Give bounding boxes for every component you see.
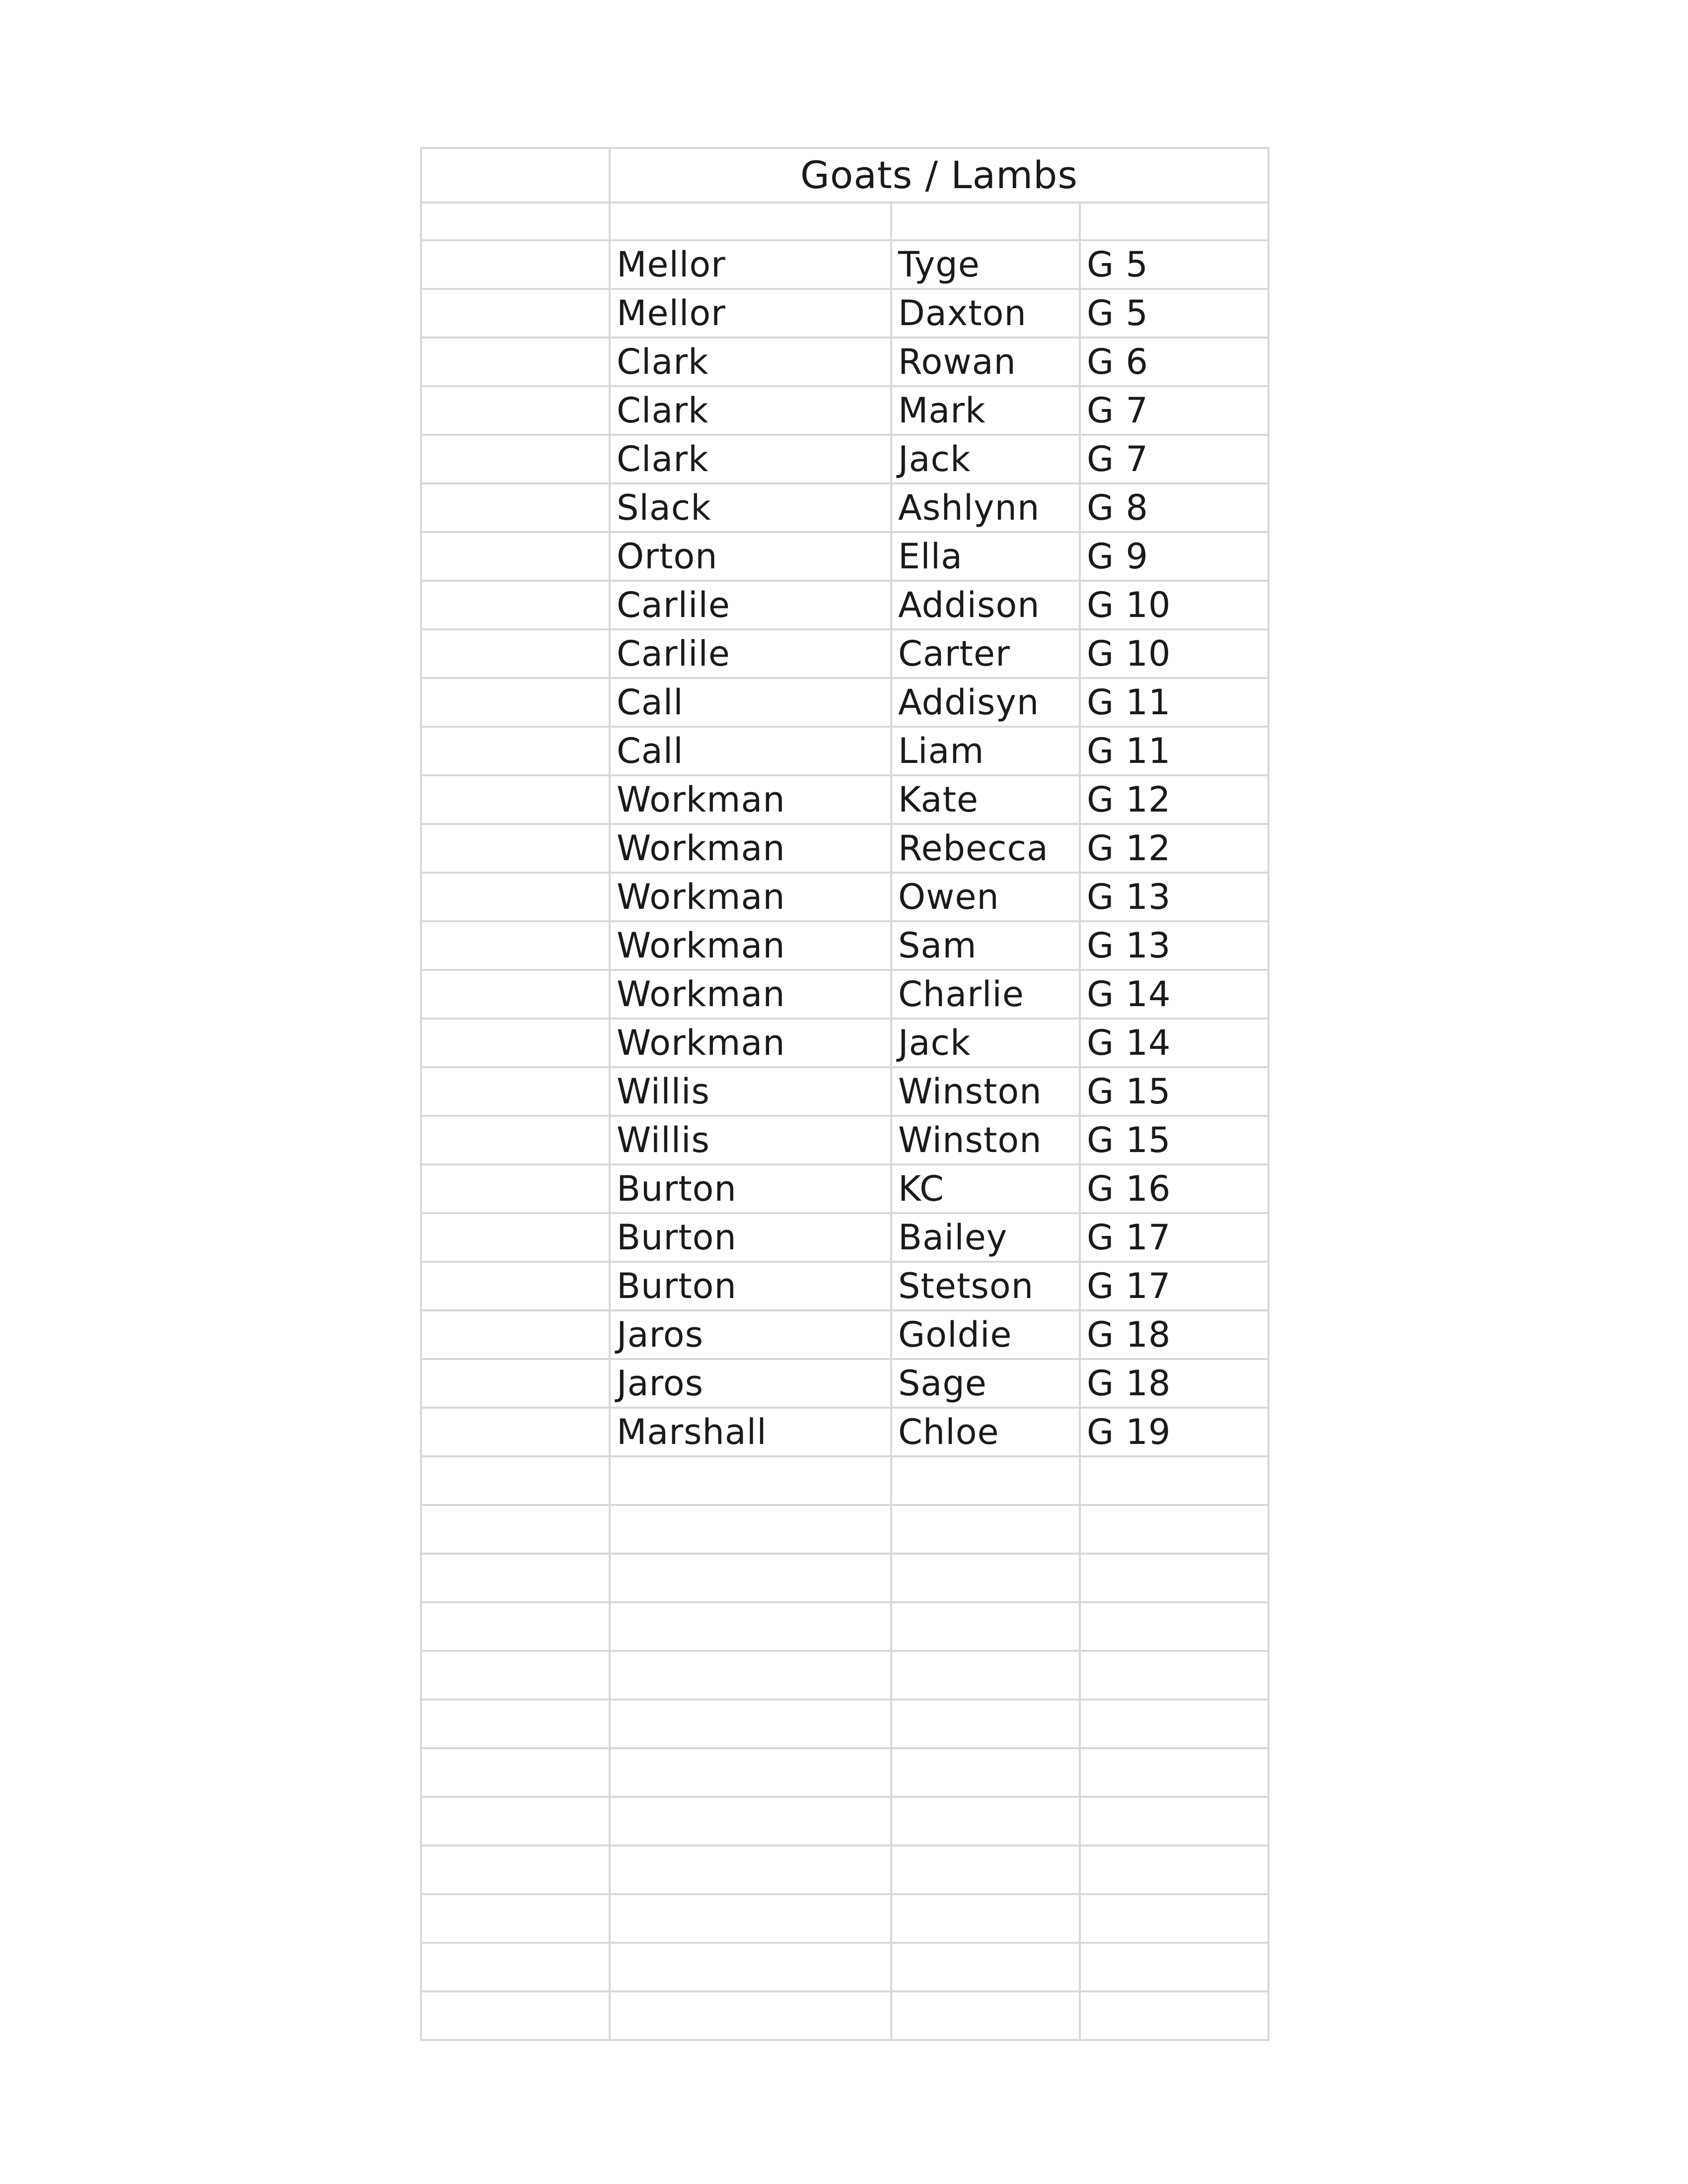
title-row <box>421 148 1268 203</box>
table-row <box>421 873 1268 921</box>
first-name-cell: Liam <box>891 727 1080 775</box>
pen-cell: G 5 <box>1080 289 1268 338</box>
empty-row <box>421 1700 1268 1748</box>
table-row <box>421 1116 1268 1164</box>
last-name-cell: Burton <box>610 1164 891 1213</box>
last-name-cell: Workman <box>610 970 891 1019</box>
blank-cell <box>610 1943 891 1991</box>
blank-cell <box>610 1700 891 1748</box>
table-row <box>421 435 1268 483</box>
last-name-cell: Slack <box>610 483 891 532</box>
blank-cell <box>1080 1748 1268 1797</box>
empty-row <box>421 1797 1268 1845</box>
blank-cell <box>421 240 610 289</box>
table-row <box>421 1213 1268 1262</box>
first-name-cell: Sage <box>891 1359 1080 1408</box>
first-name-cell: Addisyn <box>891 678 1080 727</box>
first-name-cell: Bailey <box>891 1213 1080 1262</box>
blank-cell <box>421 483 610 532</box>
blank-cell <box>421 1505 610 1554</box>
table-row <box>421 532 1268 581</box>
empty-row <box>421 1505 1268 1554</box>
last-name-cell: Call <box>610 678 891 727</box>
table-row <box>421 824 1268 873</box>
pen-cell: G 12 <box>1080 775 1268 824</box>
pen-cell: G 15 <box>1080 1067 1268 1116</box>
blank-cell <box>421 203 610 240</box>
blank-cell <box>610 1505 891 1554</box>
blank-cell <box>421 1067 610 1116</box>
table-row <box>421 1164 1268 1213</box>
blank-cell <box>891 1505 1080 1554</box>
last-name-cell: Burton <box>610 1262 891 1310</box>
blank-cell <box>610 203 891 240</box>
table-row <box>421 1408 1268 1456</box>
first-name-cell: Chloe <box>891 1408 1080 1456</box>
empty-row <box>421 1845 1268 1894</box>
first-name-cell: Jack <box>891 435 1080 483</box>
blank-cell <box>1080 1894 1268 1943</box>
blank-cell <box>421 824 610 873</box>
blank-cell <box>421 1651 610 1700</box>
empty-row <box>421 1651 1268 1700</box>
blank-cell <box>891 1554 1080 1602</box>
first-name-cell: Jack <box>891 1019 1080 1067</box>
table-row <box>421 678 1268 727</box>
last-name-cell: Workman <box>610 775 891 824</box>
blank-cell <box>891 1651 1080 1700</box>
blank-cell <box>1080 1554 1268 1602</box>
blank-cell <box>610 1651 891 1700</box>
blank-cell <box>891 1748 1080 1797</box>
first-name-cell: Daxton <box>891 289 1080 338</box>
last-name-cell: Carlile <box>610 629 891 678</box>
first-name-cell: Addison <box>891 581 1080 629</box>
table-row <box>421 581 1268 629</box>
blank-cell <box>1080 1700 1268 1748</box>
last-name-cell: Marshall <box>610 1408 891 1456</box>
blank-cell <box>891 1845 1080 1894</box>
last-name-cell: Burton <box>610 1213 891 1262</box>
blank-cell <box>1080 1845 1268 1894</box>
blank-cell <box>1080 1602 1268 1651</box>
pen-cell: G 18 <box>1080 1359 1268 1408</box>
pen-cell: G 7 <box>1080 386 1268 435</box>
blank-cell <box>421 1894 610 1943</box>
last-name-cell: Jaros <box>610 1359 891 1408</box>
blank-cell <box>421 1845 610 1894</box>
blank-cell <box>891 1602 1080 1651</box>
first-name-cell: Goldie <box>891 1310 1080 1359</box>
empty-row <box>421 1554 1268 1602</box>
empty-row <box>421 1943 1268 1991</box>
first-name-cell: Carter <box>891 629 1080 678</box>
blank-cell <box>421 775 610 824</box>
blank-cell <box>421 1456 610 1505</box>
blank-cell <box>421 1116 610 1164</box>
first-name-cell: Ashlynn <box>891 483 1080 532</box>
first-name-cell: Sam <box>891 921 1080 970</box>
table-row <box>421 727 1268 775</box>
blank-cell <box>1080 1797 1268 1845</box>
first-name-cell: Tyge <box>891 240 1080 289</box>
last-name-cell: Workman <box>610 873 891 921</box>
empty-row <box>421 1748 1268 1797</box>
last-name-cell: Clark <box>610 338 891 386</box>
table-row <box>421 1310 1268 1359</box>
blank-cell <box>1080 1943 1268 1991</box>
spacer-row <box>421 203 1268 240</box>
blank-cell <box>421 1748 610 1797</box>
blank-cell <box>610 1991 891 2040</box>
blank-cell <box>421 1797 610 1845</box>
blank-cell <box>1080 1456 1268 1505</box>
pen-cell: G 11 <box>1080 727 1268 775</box>
first-name-cell: Ella <box>891 532 1080 581</box>
table-row <box>421 1262 1268 1310</box>
blank-cell <box>610 1894 891 1943</box>
blank-cell <box>421 1991 610 2040</box>
table-row <box>421 1019 1268 1067</box>
table-row <box>421 629 1268 678</box>
pen-cell: G 5 <box>1080 240 1268 289</box>
blank-cell <box>421 532 610 581</box>
empty-row <box>421 1894 1268 1943</box>
blank-cell <box>421 435 610 483</box>
blank-cell <box>1080 1651 1268 1700</box>
last-name-cell: Mellor <box>610 289 891 338</box>
blank-cell <box>891 1991 1080 2040</box>
blank-cell <box>891 1894 1080 1943</box>
last-name-cell: Orton <box>610 532 891 581</box>
blank-cell <box>421 581 610 629</box>
last-name-cell: Call <box>610 727 891 775</box>
pen-cell: G 14 <box>1080 1019 1268 1067</box>
first-name-cell: Rowan <box>891 338 1080 386</box>
first-name-cell: Kate <box>891 775 1080 824</box>
blank-cell <box>421 1213 610 1262</box>
first-name-cell: Winston <box>891 1067 1080 1116</box>
blank-cell <box>421 338 610 386</box>
pen-cell: G 18 <box>1080 1310 1268 1359</box>
blank-cell <box>891 1943 1080 1991</box>
pen-cell: G 13 <box>1080 921 1268 970</box>
blank-cell <box>421 970 610 1019</box>
blank-cell <box>421 873 610 921</box>
blank-cell <box>610 1748 891 1797</box>
blank-cell <box>891 1456 1080 1505</box>
empty-row <box>421 1991 1268 2040</box>
goats-lambs-sheet <box>420 147 1269 2041</box>
table-row <box>421 386 1268 435</box>
pen-cell: G 10 <box>1080 629 1268 678</box>
blank-cell <box>610 1845 891 1894</box>
last-name-cell: Clark <box>610 435 891 483</box>
last-name-cell: Mellor <box>610 240 891 289</box>
pen-cell: G 17 <box>1080 1213 1268 1262</box>
table-row <box>421 338 1268 386</box>
first-name-cell: Rebecca <box>891 824 1080 873</box>
blank-cell <box>891 203 1080 240</box>
pen-cell: G 6 <box>1080 338 1268 386</box>
table-row <box>421 1067 1268 1116</box>
pen-cell: G 13 <box>1080 873 1268 921</box>
first-name-cell: KC <box>891 1164 1080 1213</box>
blank-cell <box>421 148 610 203</box>
last-name-cell: Workman <box>610 1019 891 1067</box>
table-row <box>421 240 1268 289</box>
first-name-cell: Charlie <box>891 970 1080 1019</box>
sheet-title: Goats / Lambs <box>610 148 1268 203</box>
first-name-cell: Winston <box>891 1116 1080 1164</box>
blank-cell <box>421 921 610 970</box>
last-name-cell: Workman <box>610 824 891 873</box>
blank-cell <box>421 1408 610 1456</box>
table-row <box>421 970 1268 1019</box>
blank-cell <box>421 1019 610 1067</box>
blank-cell <box>610 1554 891 1602</box>
sheet-body <box>421 148 1268 2040</box>
table-row <box>421 483 1268 532</box>
table-row <box>421 775 1268 824</box>
blank-cell <box>891 1797 1080 1845</box>
first-name-cell: Owen <box>891 873 1080 921</box>
pen-cell: G 19 <box>1080 1408 1268 1456</box>
last-name-cell: Willis <box>610 1067 891 1116</box>
last-name-cell: Clark <box>610 386 891 435</box>
blank-cell <box>421 629 610 678</box>
pen-cell: G 15 <box>1080 1116 1268 1164</box>
blank-cell <box>421 678 610 727</box>
pen-cell: G 8 <box>1080 483 1268 532</box>
pen-cell: G 11 <box>1080 678 1268 727</box>
pen-cell: G 16 <box>1080 1164 1268 1213</box>
blank-cell <box>421 1554 610 1602</box>
blank-cell <box>421 289 610 338</box>
blank-cell <box>610 1602 891 1651</box>
pen-cell: G 7 <box>1080 435 1268 483</box>
blank-cell <box>1080 1505 1268 1554</box>
blank-cell <box>421 1943 610 1991</box>
blank-cell <box>421 1164 610 1213</box>
blank-cell <box>891 1700 1080 1748</box>
empty-row <box>421 1602 1268 1651</box>
pen-cell: G 17 <box>1080 1262 1268 1310</box>
last-name-cell: Workman <box>610 921 891 970</box>
blank-cell <box>1080 1991 1268 2040</box>
last-name-cell: Carlile <box>610 581 891 629</box>
blank-cell <box>421 1359 610 1408</box>
table-row <box>421 921 1268 970</box>
blank-cell <box>421 727 610 775</box>
pen-cell: G 12 <box>1080 824 1268 873</box>
pen-cell: G 9 <box>1080 532 1268 581</box>
pen-cell: G 14 <box>1080 970 1268 1019</box>
blank-cell <box>421 386 610 435</box>
blank-cell <box>421 1310 610 1359</box>
pen-cell: G 10 <box>1080 581 1268 629</box>
blank-cell <box>1080 203 1268 240</box>
blank-cell <box>421 1262 610 1310</box>
last-name-cell: Willis <box>610 1116 891 1164</box>
last-name-cell: Jaros <box>610 1310 891 1359</box>
blank-cell <box>610 1797 891 1845</box>
first-name-cell: Mark <box>891 386 1080 435</box>
table-row <box>421 289 1268 338</box>
blank-cell <box>610 1456 891 1505</box>
empty-row <box>421 1456 1268 1505</box>
first-name-cell: Stetson <box>891 1262 1080 1310</box>
blank-cell <box>421 1602 610 1651</box>
blank-cell <box>421 1700 610 1748</box>
table-row <box>421 1359 1268 1408</box>
